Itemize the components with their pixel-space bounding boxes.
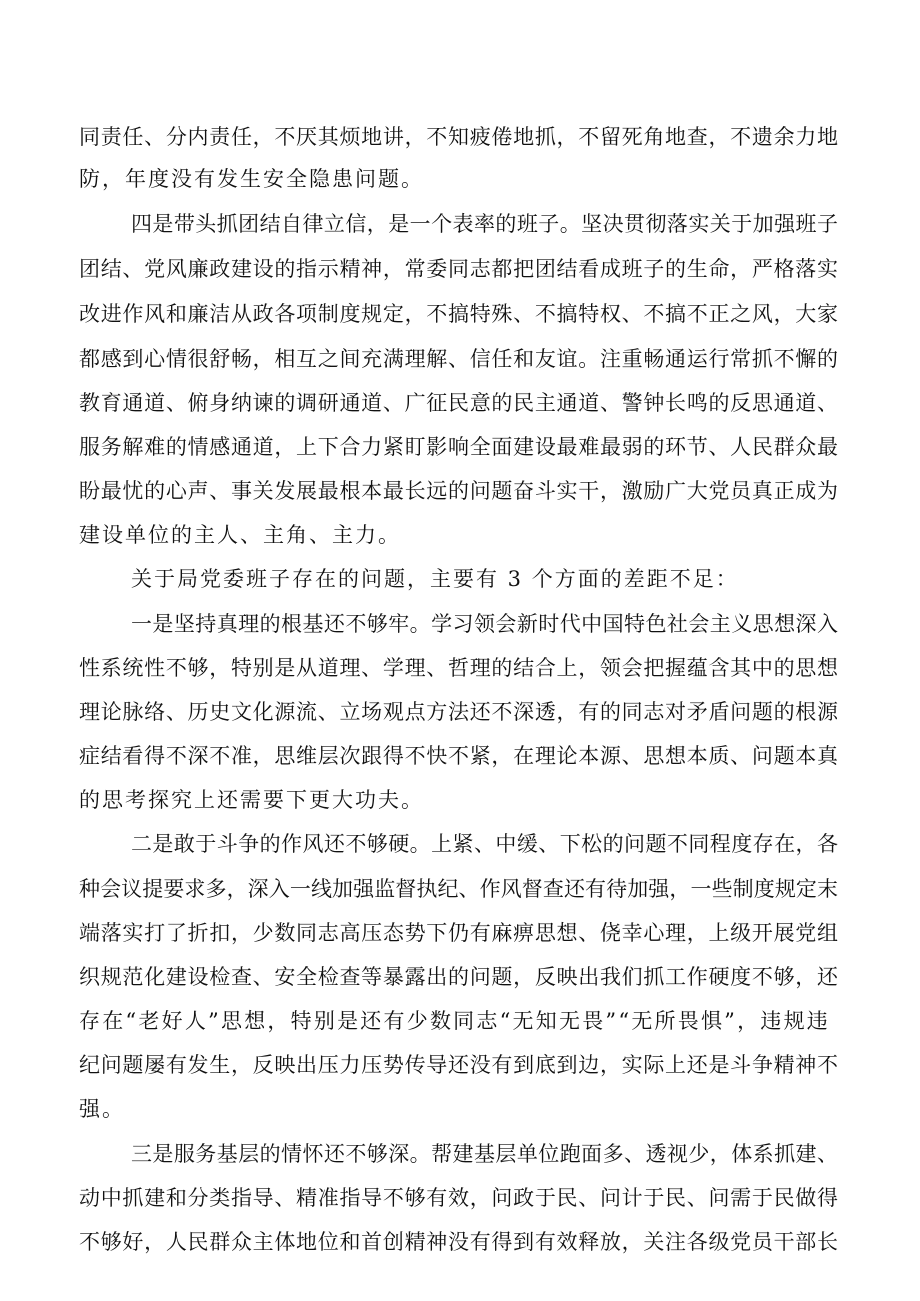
text-line: 同责任、分内责任，不厌其烦地讲，不知疲倦地抓，不留死角地查，不遗余力地: [79, 125, 839, 149]
text-line: 服务解难的情感通道，上下合力紧盯影响全面建设最难最弱的环节、人民群众最: [79, 435, 839, 459]
text-line: 改进作风和廉洁从政各项制度规定，不搞特殊、不搞特权、不搞不正之风，大家: [79, 302, 839, 326]
text-line: 理论脉络、历史文化源流、立场观点方法还不深透，有的同志对矛盾问题的根源: [79, 700, 839, 724]
text-line: 教育通道、俯身纳谏的调研通道、广征民意的民主通道、警钟长鸣的反思通道、: [79, 391, 839, 415]
text-line: 团结、党风廉政建设的指示精神，常委同志都把团结看成班子的生命，严格落实: [79, 257, 839, 281]
text-line: 存在“老好人”思想，特别是还有少数同志“无知无畏”“无所畏惧”，违规违: [79, 1009, 831, 1033]
text-line: 建设单位的主人、主角、主力。: [79, 523, 401, 547]
text-line: 都感到心情很舒畅，相互之间充满理解、信任和友谊。注重畅通运行常抓不懈的: [79, 347, 839, 371]
text-line: 动中抓建和分类指导、精准指导不够有效，问政于民、问计于民、问需于民做得: [79, 1186, 839, 1210]
text-line: 不够好，人民群众主体地位和首创精神没有得到有效释放，关注各级党员干部长: [79, 1230, 839, 1254]
text-line: 防，年度没有发生安全隐患问题。: [79, 167, 424, 191]
text-line: 关于局党委班子存在的问题，主要有 3 个方面的差距不足：: [131, 567, 739, 591]
text-line: 盼最忧的心声、事关发展最根本最长远的问题奋斗实干，激励广大党员真正成为: [79, 479, 839, 503]
text-line: 强。: [79, 1097, 125, 1121]
text-line: 四是带头抓团结自律立信，是一个表率的班子。坚决贯彻落实关于加强班子: [131, 212, 839, 236]
text-line: 三是服务基层的情怀还不够深。帮建基层单位跑面多、透视少，体系抓建、: [131, 1142, 839, 1166]
text-line: 种会议提要求多，深入一线加强监督执纪、作风督查还有待加强，一些制度规定末: [79, 877, 839, 901]
text-line: 症结看得不深不准，思维层次跟得不快不紧，在理论本源、思想本质、问题本真: [79, 744, 839, 768]
text-line: 纪问题屡有发生，反映出压力压势传导还没有到底到边，实际上还是斗争精神不: [79, 1053, 839, 1077]
text-line: 的思考探究上还需要下更大功夫。: [79, 788, 424, 812]
text-line: 一是坚持真理的根基还不够牢。学习领会新时代中国特色社会主义思想深入: [131, 612, 839, 636]
text-line: 织规范化建设检查、安全检查等暴露出的问题，反映出我们抓工作硬度不够，还: [79, 965, 839, 989]
text-line: 性系统性不够，特别是从道理、学理、哲理的结合上，领会把握蕴含其中的思想: [79, 656, 839, 680]
text-line: 端落实打了折扣，少数同志高压态势下仍有麻痹思想、侥幸心理，上级开展党组: [79, 921, 839, 945]
text-line: 二是敢于斗争的作风还不够硬。上紧、中缓、下松的问题不同程度存在，各: [131, 832, 839, 856]
